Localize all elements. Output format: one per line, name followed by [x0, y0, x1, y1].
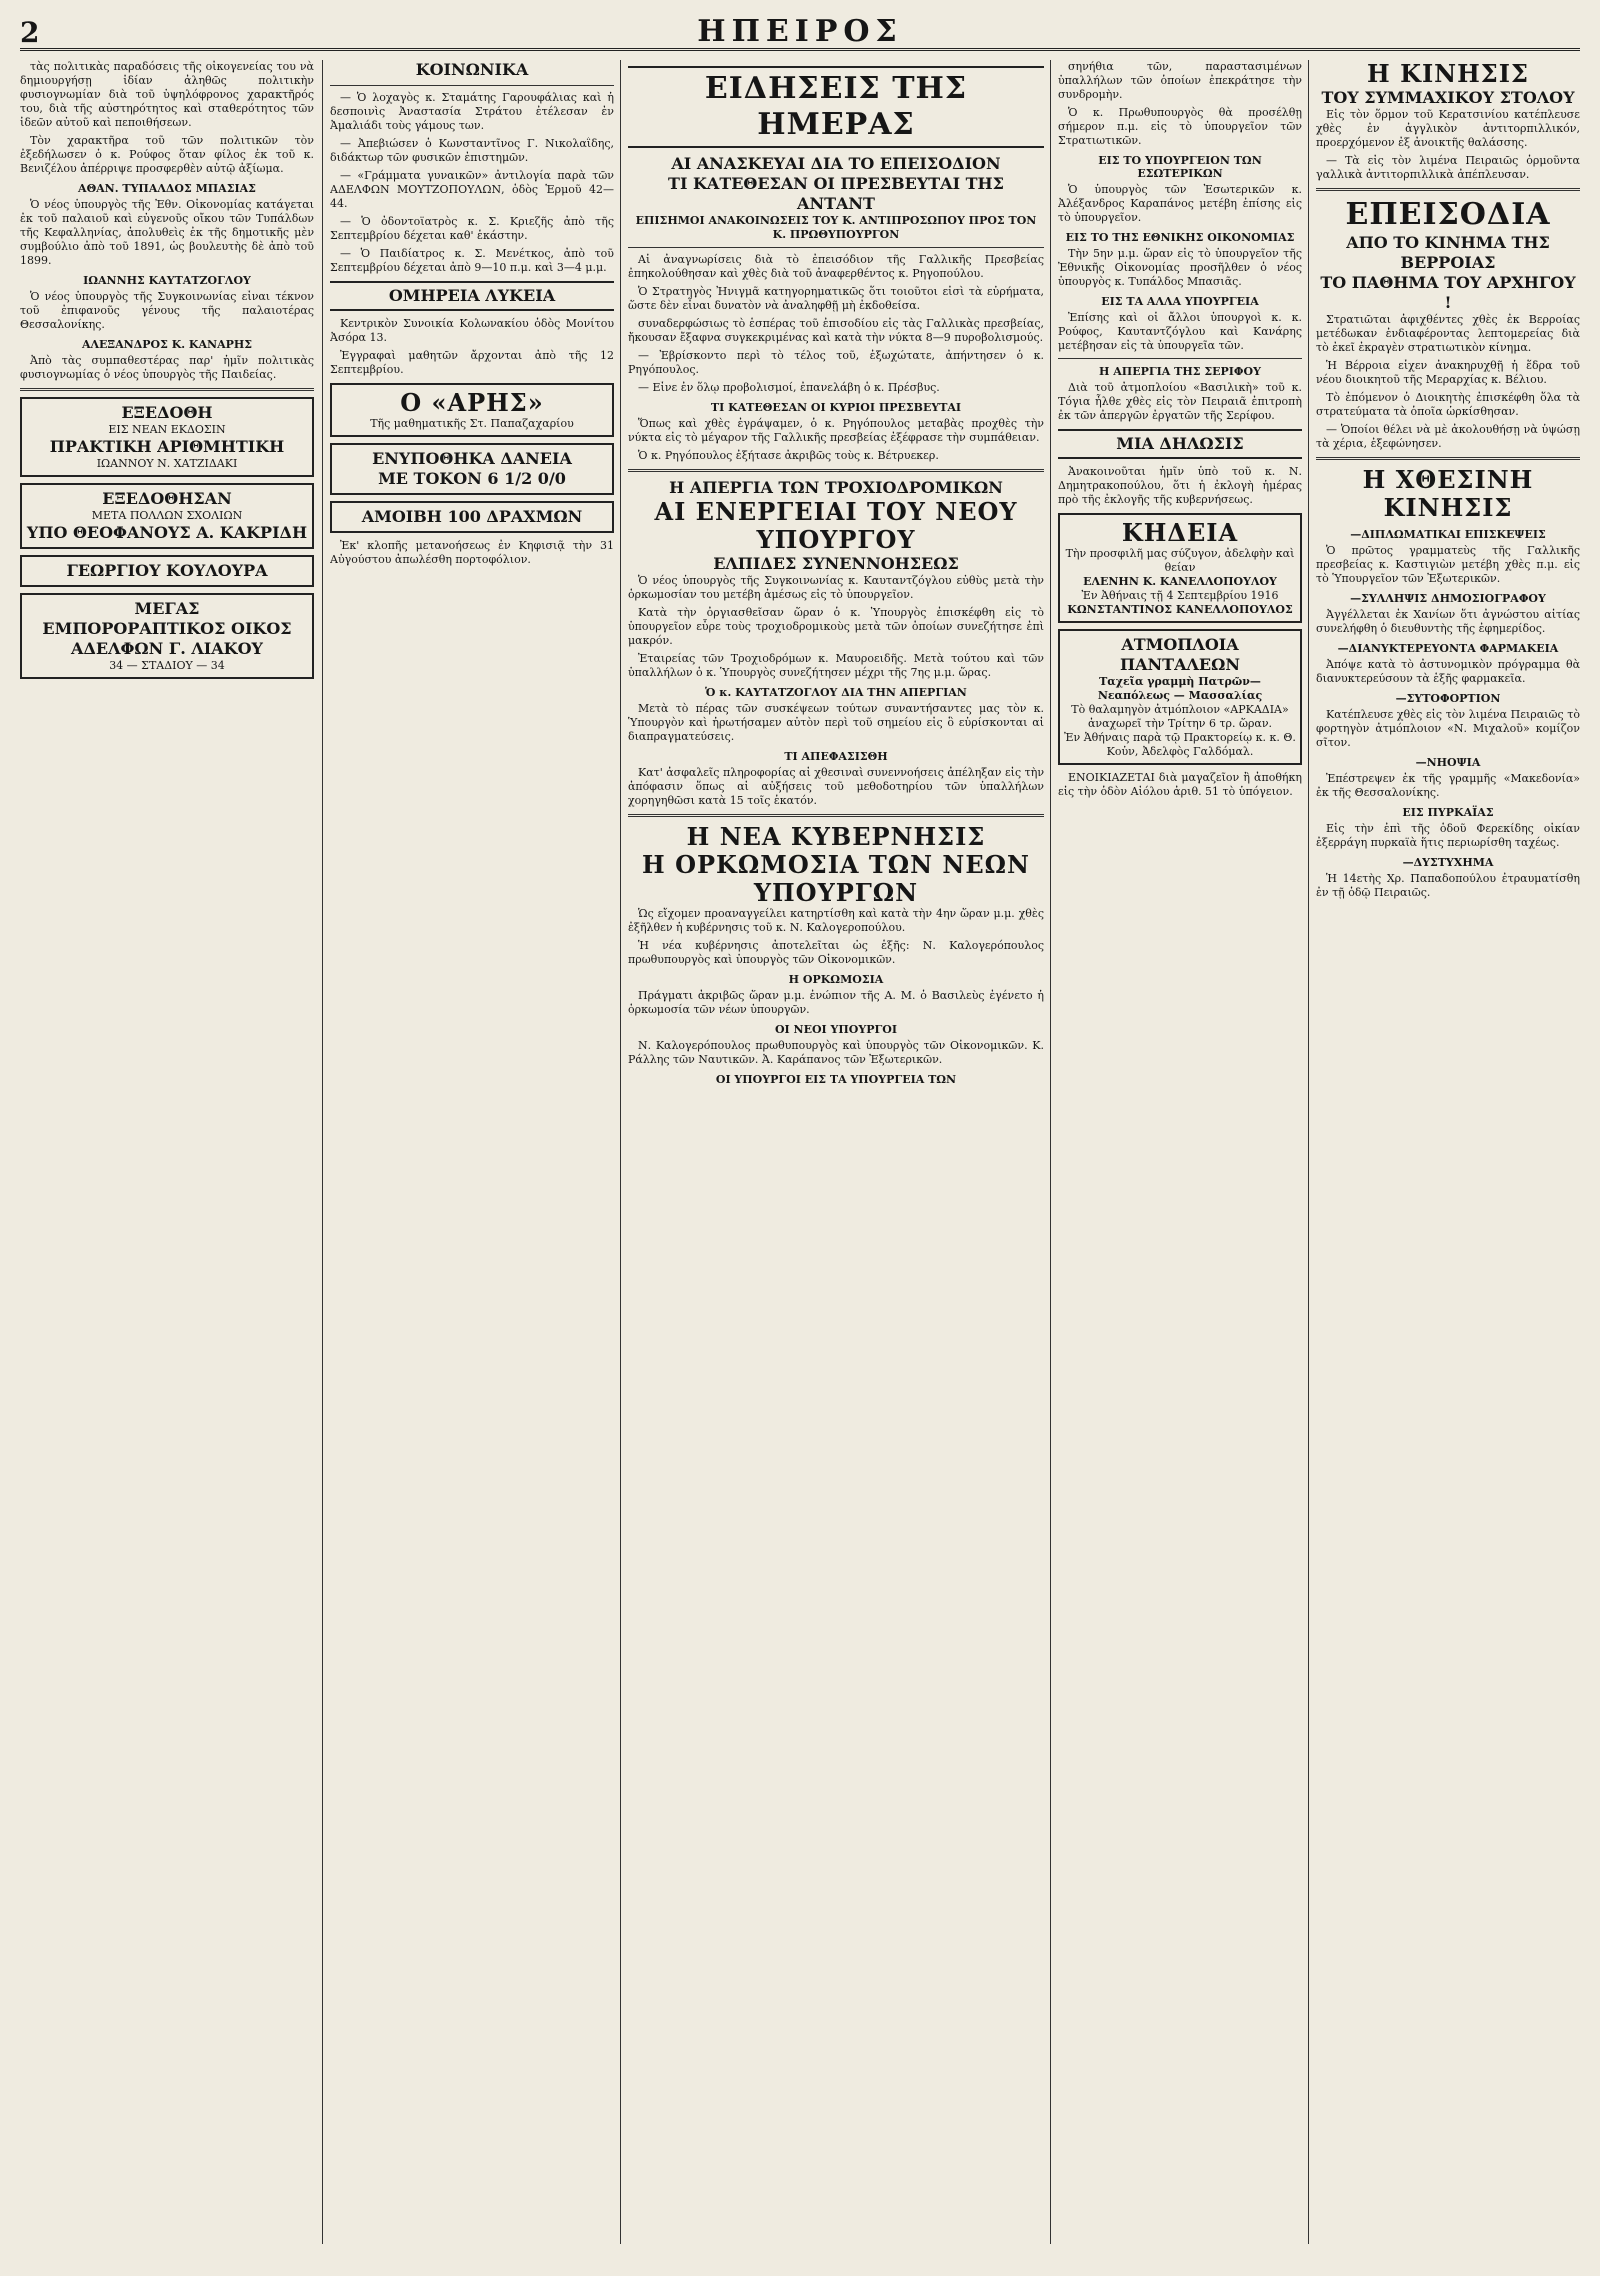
advertisement-koulouras [20, 555, 314, 587]
divider [1316, 457, 1580, 460]
article-paragraph: Κατὰ τὴν ὀργιασθεῖσαν ὥραν ὁ κ. Ὑπουργὸς ἐπισκέφθη εἰς τὸ ὑπουργεῖον εὗρε τοὺς τροχιοδρομικοὺς μετὰ τῶν ὁποίων συνεζήτησε ἐπὶ μακρόν. [628, 606, 1044, 647]
article-paragraph: Ἐπίσης καὶ οἱ ἄλλοι ὑπουργοὶ κ. κ. Ρούφος, Καυταντζόγλου καὶ Κανάρης μετέβησαν εἰς τὰ ὑπουργεῖα τῶν. [1058, 311, 1302, 352]
ad-heading: ΕΞΕΔΟΘΗ [121, 403, 213, 422]
article-paragraph: σηνήθια τῶν, παραστασιμένων ὑπαλλήλων τῶν ὁποίων ἐπεκράτησε τὴν συνδρομὴν. [1058, 60, 1302, 101]
article-paragraph: Ἀνακοινοῦται ἡμῖν ὑπὸ τοῦ κ. Ν. Δημητρακοπούλου, ὅτι ἡ ἐκλογὴ ἡμέρας πρὸ τῆς ἐκλογῆς τῆς κυβερνήσεως. [1058, 465, 1302, 506]
column-rule [620, 60, 621, 2244]
ad-author: ΙΩΑΝΝΟΥ Ν. ΧΑΤΖΙΔΑΚΙ [96, 457, 238, 470]
ad-title: ΑΜΟΙΒΗ 100 ΔΡΑΧΜΩΝ [361, 507, 583, 526]
article-paragraph: συναδερφώσιως τὸ ἑσπέρας τοῦ ἐπισοδίου εἰς τὰς Γαλλικὰς πρεσβείας, ἤκουσαν ἔξαφνα συγκεκριμένας καὶ κατὰ τὴν νύκτα 8—9 πυροβολισμούς. [628, 317, 1044, 344]
subsection-heading: ΕΙΣ ΤΟ ΤΗΣ ΕΘΝΙΚΗΣ ΟΙΚΟΝΟΜΙΑΣ [1065, 231, 1295, 244]
subsection-heading: —ΝΗΟΨΙΑ [1415, 756, 1481, 769]
advertisement-book [20, 397, 314, 477]
article-paragraph: Ἡ 14ετὴς Χρ. Παπαδοπούλου ἐτραυματίσθη ἐν τῇ ὁδῷ Πειραιῶς. [1316, 872, 1580, 899]
ad-title: ΑΤΜΟΠΛΟΙΑ ΠΑΝΤΑΛΕΩΝ [1120, 635, 1240, 674]
section-heading: ΙΩΑΝΝΗΣ ΚΑΥΤΑΤΖΟΓΛΟΥ [83, 274, 251, 287]
boxed-heading [1058, 429, 1302, 459]
article-paragraph: Ἐταιρείας τῶν Τροχιοδρόμων κ. Μαυροειδῆς. Μετὰ τούτου καὶ τῶν ὑπαλλήλων ὁ κ. Ὑπουργὸς συνεζήτησεν μέχρι τῆς 7ης μ.μ. ὥρας. [628, 652, 1044, 679]
article-paragraph: Εἰς τὸν ὅρμον τοῦ Κερατσινίου κατέπλευσε χθὲς ἐν ἀγγλικὸν ἀντιτορπιλλικόν, προερχόμενον ἐξ ἀνοικτῆς θαλάσσης. [1316, 108, 1580, 149]
newspaper-page [20, 14, 1580, 2244]
article-paragraph: Πράγματι ἀκριβῶς ὥραν μ.μ. ἐνώπιον τῆς Α. Μ. ὁ Βασιλεὺς ἐγένετο ἡ ὁρκωμοσία τῶν νέων ὑπουργῶν. [628, 989, 1044, 1016]
article-paragraph: Ἐγγραφαὶ μαθητῶν ἄρχονται ἀπὸ τῆς 12 Σεπτεμβρίου. [330, 349, 614, 376]
headline: ΑΙ ΑΝΑΣΚΕΥΑΙ ΔΙΑ ΤΟ ΕΠΕΙΣΟΔΙΟΝ [671, 154, 1001, 173]
article-paragraph: — Ὁ λοχαγὸς κ. Σταμάτης Γαρουφάλιας καὶ ἡ δεσποινὶς Ἀναστασία Στράτου ἐτέλεσαν ἐν Ἀμαλιάδι τοὺς γάμους των. [330, 91, 614, 132]
subheadline: ΤΟΥ ΣΥΜΜΑΧΙΚΟΥ ΣΤΟΛΟΥ [1321, 88, 1575, 107]
article-paragraph: Κατέπλευσε χθὲς εἰς τὸν λιμένα Πειραιῶς τὸ φορτηγὸν ἀτμόπλοιον «Ν. Μιχαλοῦ» κομίζον σῖτον. [1316, 708, 1580, 749]
headline: Η ΑΠΕΡΓΙΑ ΤΩΝ ΤΡΟΧΙΟΔΡΟΜΙΚΩΝ [669, 478, 1003, 497]
article-paragraph: Ὁ Στρατηγὸς Ἠνιγμᾶ κατηγορηματικῶς ὅτι τοιοῦτοι εἰσὶ τὰ εὐρήματα, ὥστε δὲν εἶναι δυνατὸν νὰ ἀναληφθῇ μὴ ἐκδοθείσα. [628, 285, 1044, 312]
ad-address: 34 — ΣΤΑΔΙΟΥ — 34 [109, 659, 225, 672]
article-paragraph: Ὁ νέος ὑπουργὸς τῆς Ἐθν. Οἰκονομίας κατάγεται ἐκ τοῦ παλαιοῦ καὶ εὐγενοῦς οἴκου τῶν Τυπάλδων τῆς Κεφαλληνίας, ἀπολυθεὶς ἐκ τῆς δημοτικῆς μὲν συμβούλιο ἀπὸ τοῦ 1891, ὡς βουλευτὴς δὲ ἀπὸ τοῦ 1899. [20, 198, 314, 267]
subheadline: ΕΛΠΙΔΕΣ ΣΥΝΕΝΝΟΗΣΕΩΣ [713, 554, 959, 573]
headline: Η ΝΕΑ ΚΥΒΕΡΝΗΣΙΣ [686, 822, 986, 851]
headline: Η ΚΙΝΗΣΙΣ [1367, 60, 1529, 88]
ad-subheading: Τῆς μαθηματικῆς Στ. Παπαζαχαρίου [370, 417, 574, 430]
advertisement-shipping [1058, 629, 1302, 765]
article-paragraph: Ὁ ὑπουργὸς τῶν Ἐσωτερικῶν κ. Ἀλέξανδρος Καραπάνος μετέβη ἐπίσης εἰς τὸ ὑπουργεῖον. [1058, 183, 1302, 224]
funeral-notice [1058, 513, 1302, 623]
article-paragraph: Ὁ νέος ὑπουργὸς τῆς Συγκοινωνίας κ. Καυταντζόγλου εὐθὺς μετὰ τὴν ὁρκωμοσίαν του μετέβη ἀμέσως εἰς τὸ ὑπουργεῖον. [628, 574, 1044, 601]
subheadline: ΤΟ ΠΑΘΗΜΑ ΤΟΥ ΑΡΧΗΓΟΥ ! [1320, 273, 1576, 312]
school-heading: ΟΜΗΡΕΙΑ ΛΥΚΕΙΑ [388, 286, 556, 305]
article-paragraph: τὰς πολιτικὰς παραδόσεις τῆς οἰκογενείας του νὰ δημιουργήσῃ ἰδίαν ἀληθῶς πολιτικὴν φυσιογνωμίαν διὰ τοῦ ὑψηλόφρονος χαρακτῆρός του, διὰ τῆς αὐστηρότητος καὶ σταθερότητος τῶν ἰδεῶν αὐτοῦ καὶ πεποιθήσεων. [20, 60, 314, 129]
section-banner [628, 66, 1044, 148]
headline: ΚΙΝΗΣΙΣ [1383, 493, 1513, 522]
article-paragraph: Ὁ κ. Πρωθυπουργὸς θὰ προσέλθῃ σήμερον π.μ. εἰς τὸ ὑπουργεῖον τῶν Στρατιωτικῶν. [1058, 106, 1302, 147]
article-paragraph: Ἡ Βέρροια εἶχεν ἀνακηρυχθῇ ἡ ἕδρα τοῦ νέου διοικητοῦ τῆς Μεραρχίας κ. Βέλιου. [1316, 359, 1580, 386]
ad-title: ΥΠΟ ΘΕΟΦΑΝΟΥΣ Α. ΚΑΚΡΙΔΗ [26, 523, 308, 542]
masthead [20, 14, 1580, 51]
deceased-name: ΕΛΕΝΗΝ Κ. ΚΑΝΕΛΛΟΠΟΥΛΟΥ [1083, 575, 1277, 588]
article-paragraph: Ἀγγέλλεται ἐκ Χανίων ὅτι ἀγνώστου αἰτίας συνελήφθη ὁ διευθυντὴς τῆς ἐφημερίδος. [1316, 608, 1580, 635]
article-paragraph: — «Γράμματα γυναικῶν» ἀντιλογία παρὰ τῶν ΑΔΕΛΦΩΝ ΜΟΥΤΖΟΠΟΥΛΩΝ, ὁδὸς Ἑρμοῦ 42—44. [330, 169, 614, 210]
subsection-heading: ΤΙ ΑΠΕΦΑΣΙΣΘΗ [784, 750, 888, 763]
ad-title: Ο «ΑΡΗΣ» [400, 388, 544, 417]
headline: Η ΧΘΕΣΙΝΗ [1362, 465, 1534, 494]
ad-route: Ταχεῖα γραμμὴ Πατρῶν—Νεαπόλεως — Μασσαλίας [1097, 675, 1263, 702]
divider [628, 247, 1044, 248]
subsection-heading: Η ΟΡΚΩΜΟΣΙΑ [788, 973, 884, 986]
subsection-heading: ΕΙΣ ΤΟ ΥΠΟΥΡΓΕΙΟΝ ΤΩΝ ΕΣΩΤΕΡΙΚΩΝ [1098, 154, 1262, 180]
divider [628, 469, 1044, 472]
article-paragraph: Εἰς τὴν ἐπὶ τῆς ὁδοῦ Φερεκίδης οἰκίαν ἐξερράγη πυρκαϊὰ ἥτις περιωρίσθη ταχέως. [1316, 822, 1580, 849]
article-paragraph: Ἡ νέα κυβέρνησις ἀποτελεῖται ὡς ἑξῆς: Ν. Καλογερόπουλος πρωθυπουργὸς καὶ ὑπουργὸς τῶν Οἰκονομικῶν. [628, 939, 1044, 966]
column-5 [1316, 60, 1580, 2244]
column-3 [628, 60, 1044, 2244]
notice-text: Τὴν προσφιλῆ μας σύζυγον, ἀδελφὴν καὶ θείαν [1065, 547, 1295, 574]
section-heading: ΑΛΕΞΑΝΔΡΟΣ Κ. ΚΑΝΑΡΗΣ [81, 338, 253, 351]
notice-title: ΚΗΔΕΙΑ [1121, 518, 1239, 547]
ad-heading: ΕΞΕΔΟΘΗΣΑΝ [102, 489, 232, 508]
advertisement-liakou [20, 593, 314, 679]
subsection-heading: Η ΑΠΕΡΓΙΑ ΤΗΣ ΣΕΡΙΦΟΥ [1099, 365, 1261, 378]
ad-title: ΕΝΥΠΟΘΗΚΑ ΔΑΝΕΙΑ [372, 449, 572, 468]
advertisement-reward [330, 501, 614, 533]
divider [330, 85, 614, 86]
article-paragraph: — Ὁποίοι θέλει νὰ μὲ ἀκολουθήσῃ νὰ ὑψώσῃ τὰ χέρια, ἐξεφώνησεν. [1316, 423, 1580, 450]
ad-title: ΠΡΑΚΤΙΚΗ ΑΡΙΘΜΗΤΙΚΗ [49, 437, 285, 456]
article-paragraph: Ἀπὸ τὰς συμπαθεστέρας παρ' ἡμῖν πολιτικὰς φυσιογνωμίας ὁ νέος ὑπουργὸς τῆς Παιδείας. [20, 354, 314, 381]
ad-title: ΕΜΠΟΡΟΡΑΠΤΙΚΟΣ ΟΙΚΟΣ ΑΔΕΛΦΩΝ Γ. ΛΙΑΚΟΥ [42, 619, 292, 658]
article-paragraph: Ὡς εἴχομεν προαναγγείλει κατηρτίσθη καὶ κατὰ τὴν 4ην ὥραν μ.μ. χθὲς ἐξῆλθεν ἡ κυβέρνησις τοῦ κ. Ν. Καλογεροπούλου. [628, 907, 1044, 934]
article-paragraph: Τὸν χαρακτῆρα τοῦ τῶν πολιτικῶν τὸν ἐξεδήλωσεν ὁ κ. Ρούφος ὅταν φίλος ἐκ τοῦ κ. Βενιζέλου ἀπέρριψε προσφερθὲν αὐτῷ ἀξίωμα. [20, 134, 314, 175]
column-2 [330, 60, 614, 2244]
article-paragraph: Κεντρικὸν Συνοικία Κολωνακίου ὁδὸς Μονίτου Ἀσόρα 13. [330, 317, 614, 344]
column-rule [1050, 60, 1051, 2244]
article-paragraph: Ν. Καλογερόπουλος πρωθυπουργὸς καὶ ὑπουργὸς τῶν Οἰκονομικῶν. Κ. Ράλλης τῶν Ναυτικῶν. Ἀ. Καράπανος τῶν Ἐξωτερικῶν. [628, 1039, 1044, 1066]
ad-subheading: ΜΕ ΤΟΚΟΝ 6 1/2 0/0 [378, 469, 566, 488]
article-paragraph: Ἐκ' κλοπῆς μετανοήσεως ἐν Κηφισιᾷ τὴν 31 Αὐγούστου ἀπωλέσθη πορτοφόλιον. [330, 539, 614, 566]
article-paragraph: Μετὰ τὸ πέρας τῶν συσκέψεων τούτων συναντήσαντες μας τὸν κ. Ὑπουργὸν καὶ ἠρωτήσαμεν αὐτὸν περὶ τοῦ σημείου εἰς ὃ εὑρίσκονται αἱ διαπραγματεύσεις. [628, 702, 1044, 743]
subsection-heading: ΟΙ ΝΕΟΙ ΥΠΟΥΡΓΟΙ [774, 1023, 898, 1036]
article-paragraph: Στρατιῶται ἀφιχθέντες χθὲς ἐκ Βερροίας μετέδωκαν ἐνδιαφέροντας λεπτομερείας διὰ τὸ ἐκεῖ ἐκραγὲν στρατιωτικὸν κίνημα. [1316, 313, 1580, 354]
article-paragraph: Ὅπως καὶ χθὲς ἐγράψαμεν, ὁ κ. Ρηγόπουλος μεταβὰς προχθὲς τὴν νύκτα εἰς τὸ μέγαρον τῆς Γαλλικῆς πρεσβείας ἐξέφρασε τὴν συμπάθειαν. [628, 417, 1044, 444]
article-paragraph: Τὸ ἐπόμενον ὁ Διοικητὴς ἐπισκέφθη ὅλα τὰ στρατεύματα τὰ ὁποῖα ὡρκίσθησαν. [1316, 391, 1580, 418]
section-heading: ΑΘΑΝ. ΤΥΠΑΛΔΟΣ ΜΠΑΣΙΑΣ [78, 182, 256, 195]
subsection-heading: —ΣΥΤΟΦΟΡΤΙΟΝ [1395, 692, 1501, 705]
page-number: 2 [20, 16, 40, 49]
section-title: ΕΙΔΗΣΕΙΣ ΤΗΣ ΗΜΕΡΑΣ [704, 71, 968, 142]
subsection-heading: —ΔΥΣΤΥΧΗΜΑ [1402, 856, 1494, 869]
article-paragraph: Ὁ νέος ὑπουργὸς τῆς Συγκοινωνίας εἶναι τέκνον τοῦ ἐπιφανοῦς γένους τῆς παλαιοτέρας Θεσσαλονίκης. [20, 290, 314, 331]
article-paragraph: — Εἶνε ἐν ὅλῳ προβολισμοί, ἐπανελάβη ὁ κ. Πρέσβυς. [638, 381, 940, 394]
article-paragraph: — Ὁ ὀδοντοϊατρὸς κ. Σ. Κριεζῆς ἀπὸ τῆς Σεπτεμβρίου δέχεται καθ' ἑκάστην. [330, 215, 614, 242]
ad-heading: ΜΕΓΑΣ [134, 599, 200, 618]
article-paragraph: — Ὁ Παιδίατρος κ. Σ. Μενέτκος, ἀπὸ τοῦ Σεπτεμβρίου δέχεται ἀπὸ 9—10 π.μ. καὶ 3—4 μ.μ. [330, 247, 614, 274]
column-4 [1058, 60, 1302, 2244]
notice-signatory: ΚΩΝΣΤΑΝΤΙΝΟΣ ΚΑΝΕΛΛΟΠΟΥΛΟΣ [1067, 603, 1293, 616]
subsection-heading: ΤΙ ΚΑΤΕΘΕΣΑΝ ΟΙ ΚΥΡΙΟΙ ΠΡΕΣΒΕΥΤΑΙ [710, 401, 962, 414]
newspaper-title: ΗΠΕΙΡΟΣ [697, 14, 903, 49]
column-rule [1308, 60, 1309, 2244]
subsection-heading: ΕΙΣ ΠΥΡΚΑΪΑΣ [1402, 806, 1494, 819]
article-paragraph: Κατ' ἀσφαλεῖς πληροφορίας αἱ χθεσιναὶ συνεννοήσεις ἀπέληξαν εἰς τὴν ἀπόφασιν ὅπως αἱ αὐξήσεις τοῦ μεθοδοτηρίου τῶν ὑπαλλήλων χορηγηθῶσι κατὰ 15 τοῖς ἑκατόν. [628, 766, 1044, 807]
section-heading: ΚΟΙΝΩΝΙΚΑ [415, 60, 529, 79]
article-paragraph: Αἱ ἀναγνωρίσεις διὰ τὸ ἐπεισόδιον τῆς Γαλλικῆς Πρεσβείας ἐπηκολούθησαν καὶ χθὲς διὰ τοῦ ἀναφερθέντος κ. Ρηγοπούλου. [628, 253, 1044, 280]
divider [20, 388, 314, 391]
headline: ΤΙ ΚΑΤΕΘΕΣΑΝ ΟΙ ΠΡΕΣΒΕΥΤΑΙ ΤΗΣ ΑΝΤΑΝΤ [668, 174, 1004, 213]
article-paragraph: Ὁ πρῶτος γραμματεὺς τῆς Γαλλικῆς πρεσβείας κ. Καστιγιὼν μετέβη χθὲς π.μ. εἰς τὸ Ὑπουργεῖον τῶν Ἐξωτερικῶν. [1316, 544, 1580, 585]
headline: ΑΙ ΕΝΕΡΓΕΙΑΙ ΤΟΥ ΝΕΟΥ ΥΠΟΥΡΓΟΥ [654, 497, 1018, 554]
article-paragraph: — Τὰ εἰς τὸν λιμένα Πειραιῶς ὁρμοῦντα γαλλικὰ ἀντιτορπιλλικὰ ἀπέπλευσαν. [1316, 154, 1580, 181]
ad-text: Ἐν Ἀθήναις παρὰ τῷ Πρακτορείῳ κ. κ. Θ. Κοὐν, Ἀδελφὸς Γαλδόμαλ. [1064, 731, 1296, 758]
divider [628, 814, 1044, 817]
ad-text: Τὸ θαλαμηγὸν ἀτμόπλοιον «ΑΡΚΑΔΙΑ» ἀναχωρεῖ τὴν Τρίτην 6 τρ. ὥραν. [1071, 703, 1289, 730]
boxed-heading [330, 281, 614, 311]
columns [20, 60, 1580, 2244]
ad-title: ΓΕΩΡΓΙΟΥ ΚΟΥΛΟΥΡΑ [66, 561, 268, 580]
subsection-heading: Ὁ κ. ΚΑΥΤΑΤΖΟΓΛΟΥ ΔΙΑ ΤΗΝ ΑΠΕΡΓΙΑΝ [705, 686, 967, 699]
subsection-heading: —ΔΙΠΛΩΜΑΤΙΚΑΙ ΕΠΙΣΚΕΨΕΙΣ [1350, 528, 1546, 541]
advertisement-loans [330, 443, 614, 495]
column-1 [20, 60, 314, 2244]
subsection-heading: ΟΙ ΥΠΟΥΡΓΟΙ ΕΙΣ ΤΑ ΥΠΟΥΡΓΕΙΑ ΤΩΝ [715, 1073, 957, 1086]
article-paragraph: Ἀπόψε κατὰ τὸ ἀστυνομικὸν πρόγραμμα θὰ διανυκτερεύσουν τὰ ἑξῆς φαρμακεῖα. [1316, 658, 1580, 685]
article-paragraph: ΕΝΟΙΚΙΑΖΕΤΑΙ διὰ μαγαζεῖον ἢ ἀποθήκη εἰς τὴν ὁδὸν Αἰόλου ἀριθ. 51 τὸ ὑπόγειον. [1058, 771, 1302, 798]
ad-subheading: ΕΙΣ ΝΕΑΝ ΕΚΔΟΣΙΝ [108, 423, 226, 436]
article-paragraph: Τὴν 5ην μ.μ. ὥραν εἰς τὸ ὑπουργεῖον τῆς Ἐθνικῆς Οἰκονομίας προσῆλθεν ὁ νέος ὑπουργὸς κ. Τυπάλδος Μπασιᾶς. [1058, 247, 1302, 288]
ad-subheading: ΜΕΤΑ ΠΟΛΛΩΝ ΣΧΟΛΙΩΝ [91, 509, 243, 522]
article-paragraph: Διὰ τοῦ ἀτμοπλοίου «Βασιλικὴ» τοῦ κ. Τόγια ἦλθε χθὲς εἰς τὸν Πειραιᾶ ἐπιτροπὴ ἐκ τῶν ἀπεργῶν ἐργατῶν τῆς Σερίφου. [1058, 381, 1302, 422]
subsection-heading: —ΔΙΑΝΥΚΤΕΡΕΥΟΝΤΑ ΦΑΡΜΑΚΕΙΑ [1337, 642, 1559, 655]
headline: Η ΟΡΚΩΜΟΣΙΑ ΤΩΝ ΝΕΩΝ ΥΠΟΥΡΓΩΝ [642, 850, 1030, 907]
notice-date: Ἐν Ἀθήναις τῇ 4 Σεπτεμβρίου 1916 [1081, 589, 1279, 602]
divider [1316, 188, 1580, 191]
article-paragraph: Ἐπέστρεψεν ἐκ τῆς γραμμῆς «Μακεδονία» ἐκ τῆς Θεσσαλονίκης. [1316, 772, 1580, 799]
subsection-heading: ΕΙΣ ΤΑ ΑΛΛΑ ΥΠΟΥΡΓΕΙΑ [1101, 295, 1259, 308]
column-rule [322, 60, 323, 2244]
subheadline: ΕΠΙΣΗΜΟΙ ΑΝΑΚΟΙΝΩΣΕΙΣ ΤΟΥ Κ. ΑΝΤΙΠΡΟΣΩΠΟΥ ΠΡΟΣ ΤΟΝ Κ. ΠΡΩΘΥΠΟΥΡΓΟΝ [635, 214, 1037, 241]
advertisement-aris [330, 383, 614, 437]
article-paragraph: — Ἀπεβιώσεν ὁ Κωνσταντῖνος Γ. Νικολαΐδης, διδάκτωρ τῶν φυσικῶν ἐπιστημῶν. [330, 137, 614, 164]
advertisement-publication [20, 483, 314, 549]
declaration-heading: ΜΙΑ ΔΗΛΩΣΙΣ [1116, 434, 1244, 453]
article-paragraph: Ὁ κ. Ρηγόπουλος ἐξήτασε ἀκριβῶς τοὺς κ. Βέτρυεκερ. [638, 449, 939, 462]
subsection-heading: —ΣΥΛΛΗΨΙΣ ΔΗΜΟΣΙΟΓΡΑΦΟΥ [1350, 592, 1546, 605]
divider [1058, 358, 1302, 359]
headline: ΕΠΕΙΣΟΔΙΑ [1345, 197, 1551, 232]
article-paragraph: — Ἐβρίσκοντο περὶ τὸ τέλος τοῦ, ἐξωχώτατε, ἀπήντησεν ὁ κ. Ρηγόπουλος. [628, 349, 1044, 376]
subheadline: ΑΠΟ ΤΟ ΚΙΝΗΜΑ ΤΗΣ ΒΕΡΡΟΙΑΣ [1346, 233, 1550, 272]
